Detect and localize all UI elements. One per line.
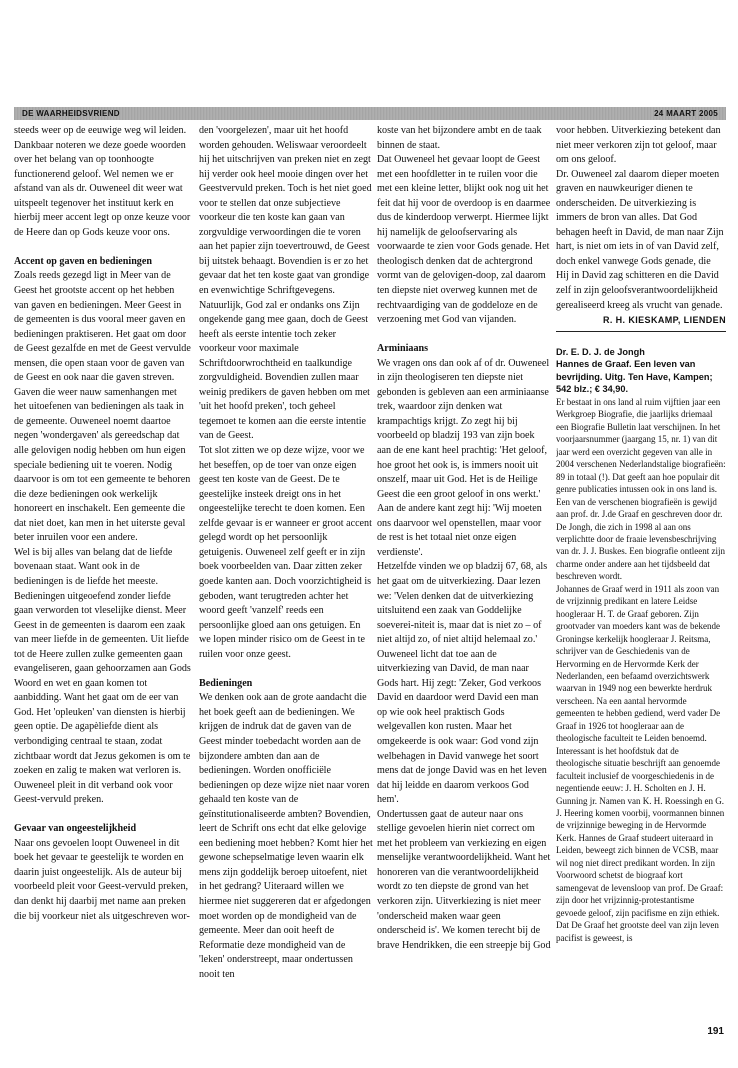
review-book-title: Dr. E. D. J. de Jongh Hannes de Graaf. Een leven van bevrijding. Uitg. Ten Have, Kampen; 542 blz.; € 34,90.: [556, 346, 713, 395]
page-number: 191: [707, 1026, 724, 1037]
section-heading: Gevaar van ongeestelijkheid: [14, 823, 137, 835]
paragraph: Dankbaar noteren we deze goede woorden over het belang van op toonhoogte functionerend geloof. Wel nemen we er afstand van als dr. Ouweneel dit weer wat uitspeelt tegenover het instituut kerk en hierbij meer accent legt op onze keuze voor de Heere dan op Gods keuze voor ons.: [14, 139, 191, 238]
section-heading: Bedieningen: [199, 677, 253, 689]
column-1: [14, 124, 191, 1042]
paragraph: Er bestaat in ons land al ruim vijftien jaar een Werkgroep Biografie, die jaarlijks driemaal een Biografie Bulletin laat verschijnen. In het voorjaarsnummer (jaargang 15, nr. 1) van dit jaar werd een overzicht gegeven van alle in 2004 verschenen Nederlandstalige biografieën: 89 in totaal (!). Dat geeft aan hoe populair dit genre publicaties intussen ook in ons land is. Een van de verschenen biografieën is gewijd aan prof. dr. J.de Graaf en geschreven door dr. De Jongh, die zich in 1998 al aan ons verplichtte door de fraaie levensbeschrijving van dr. J. J. Buskes. Een biografie ontleent zijn charme onder andere aan het tijdsbeeld dat beschreven wordt.: [556, 397, 726, 582]
book-review: [556, 346, 726, 944]
paragraph: Dr. Ouweneel zal daarom dieper moeten graven en nauwkeuriger dienen te onderscheiden. De uitverkiezing is immers de bron van alles. Dat God behagen heeft in David, de man naar Zijn hart, is niet om iets in of van David zelf, doch enkel vanwege Gods genade, die Hij in David zag schitteren en die David zelf in zijn geloofsverantwoordelijkheid gerealiseerd kreeg als vrucht van genade.: [556, 168, 724, 311]
paragraph: steeds weer op de eeuwige weg wil leiden.: [14, 125, 187, 136]
paragraph: voor hebben. Uitverkiezing betekent dan niet meer verkoren zijn tot geloof, maar om ons geloof.: [556, 125, 721, 166]
section-heading: Accent op gaven en bedieningen: [14, 255, 152, 267]
paragraph: We denken ook aan de grote aandacht die het boek geeft aan de bedieningen. We krijgen de indruk dat de gaven van de Geest minder toebedacht worden aan de bijzondere ambten dan aan de bedieningen. Worden onofficiële bedieningen op deze wijze niet naar voren gehaald ten koste van de geïnstitutionaliseerde ambten? Bovendien, leert de Schrift ons echt dat elke gelovige een bediening moet hebben? Komt hier het gewone schepselmatige leven waarin elk mens zijn goddelijk beroep uitoefent, niet in het gedrang? Uiteraard willen we hiermee niet suggereren dat er afgedongen moet worden op de mondigheid van de gemeente. Meer dan ooit heeft de Reformatie deze mondigheid van de 'leken' onderstreept, maar ondertussen nooit ten: [199, 692, 373, 980]
paragraph: den 'voorgelezen', maar uit het hoofd worden gehouden. Weliswaar veroordeelt hij het uitschrijven van preken niet en zegt hij verder ook heel mooie dingen over het Geestvervuld preken. Toch is het niet goed voor te stellen dat onze subjectieve voorkeur die ten koste kan gaan van zorgvuldige verwoordingen die te voren aan het papier zijn toevertrouwd, de Geest bij uitstek behaagt. Bovendien is er zo het gevaar dat het ten koste gaat van grondige en evenwichtige Schriftgevegens. Natuurlijk, God zal er ondanks ons Zijn ongekende gang mee gaan, doch de Geest heeft als eerste intentie toch zeker voorkeur voor maximale Schriftdoorwrochtheid en taalkundige zorgvuldigheid. Bovendien zullen maar weinig predikers de gaven hebben om met 'uit het hoofd preken', toch geheel tegemoet te komen aan die eerste intentie van de Geest.: [199, 125, 372, 442]
column-4: [556, 124, 726, 1042]
column-2: [199, 124, 373, 1042]
section-heading: Arminiaans: [377, 343, 429, 355]
column-3: [377, 124, 551, 1042]
running-header: [14, 107, 726, 120]
paragraph: Zoals reeds gezegd ligt in Meer van de Geest het grootste accent op het hebben van gaven en bedieningen. Meer Geest in de gemeenten is dus vooral meer gaven en bedieningen praktiseren. Het gaat om door de Geest gezalfde en met de Geest vervulde mensen, die open staan voor de gaven van de Geest en ook naar die gaven streven. Gaven die weer nauw samenhangen met het uitoefenen van bedieningen als taak in de gemeente. Ouweneel noemt daartoe negen 'wondergaven' als gereedschap dat alle gelovigen nodig hebben om hun eigen speciale bediening uit te voeren. Nodig daarvoor is om tot een gemeente te behoren die deze bedieningen ook werkelijk honoreert en inschakelt. Een gemeente die dat niet doet, kan men in het uiterste geval beter inruilen voor een andere.: [14, 270, 191, 544]
issue-date: 24 MAART 2005: [654, 109, 718, 118]
article-author: R. H. KIESKAMP, LIENDEN: [556, 313, 726, 332]
paragraph: Tot slot zitten we op deze wijze, voor we het beseffen, op de toer van onze eigen geest ten koste van de Geest. De te geestelijke insteek dreigt ons in het ongeestelijke terecht te doen komen. Een zelfde gevaar is er wanneer er groot accent gelegd wordt op het persoonlijk getuigenis. Ouweneel zelf geeft er in zijn boek voorbeelden van. Daar zitten zeker goede kanten aan. Doch voorzichtigheid is geboden, want terugtreden achter het woord geeft 'vanzelf' reeds een persoonlijke gloed aan ons getuigen. En we lopen minder risico om de Geest in te ruilen voor onze geest.: [199, 445, 372, 660]
magazine-title: DE WAARHEIDSVRIEND: [22, 109, 120, 118]
paragraph: Johannes de Graaf werd in 1911 als zoon van de vrijzinnig predikant en latere Leidse hoogleraar H. T. de Graaf geboren. Zijn grootvader van moeders kant was de bekende Groningse kerkelijk hoogleraar J. Reitsma, schrijver van de Geschiedenis van de Hervorming en de Hervormde Kerk der Nederlanden, een befaamd overzichtswerk waarvan in 1949 nog een bewerkte herdruk verscheen. Na een aantal hervormde gemeenten te hebben gediend, werd vader De Graaf in 1926 tot hoogleraar aan de theologische faculteit te Leiden benoemd. Interessant is het hoofdstuk dat de theologische situatie beschrijft aan genoemde faculteit inclusief de voorgeschiedenis in de negentiende eeuw: J. H. Scholten en J. H. Gunning jr. Namen van K. H. Roessingh en G. J. Heering komen voorbij, voormannen binnen de vrijzinnige beweging in de Hervormde Kerk. Hannes de Graaf studeert uiteraard in Leiden, beweegt zich binnen de VCSB, maar wil nog niet direct predikant worden. In zijn Voorwoord schetst de biograaf kort samengevat de levensloop van prof. De Graaf: zijn door het vrijzinnig-protestantisme gevoede geloof, zijn pacifisme en zijn ethiek. Dat De Graaf het grootste deel van zijn leven pacifist is geweest, is: [556, 583, 725, 943]
paragraph: Ondertussen gaat de auteur naar ons stellige gevoelen hierin niet correct om met het probleem van verkiezing en eigen menselijke verantwoordelijkheid. Want het honoreren van die verantwoordelijkheid wordt zo ten diepste de grond van het verkoren zijn. Uitverkiezing is niet meer 'onderscheid maken waar geen onderscheid is'. We komen terecht bij de brave Hendrikken, die een streepje bij God: [377, 808, 551, 951]
paragraph: koste van het bijzondere ambt en de taak binnen de staat.: [377, 125, 542, 151]
paragraph: Hetzelfde vinden we op bladzij 67, 68, als het gaat om de uitverkiezing. Daar lezen we: 'Velen denken dat de uitverkiezing uitsluitend een zaak van Goddelijke soeverei-niteit is, maar dat is niet zo – of niet altijd zo, of niet altijd helemaal zo.' Ouweneel licht dat toe aan de uitverkiezing van David, de man naar Gods hart. Hij zegt: 'Zeker, God verkoos David en daardoor werd David een man op wie ook heel praktisch Gods welgevallen kon rusten. Maar het omgekeerde is ook waar: God vond zijn welbehagen in David vanwege het soort mens dat de jonge David was en het leven dat hij leidde en daarom verkoos God hem'.: [377, 561, 548, 806]
paragraph: Naar ons gevoelen loopt Ouweneel in dit boek het gevaar te geestelijk te worden en daarin juist ongeestelijk. Als de auteur bij voorbeeld pleit voor Geest-vervuld preken, dan denkt hij daarbij met name aan preken die bij voorkeur niet als uitgeschreven wor-: [14, 837, 190, 922]
paragraph: Dat Ouweneel het gevaar loopt de Geest met een hoofdletter in te ruilen voor die met een kleine letter, blijkt ook nog uit het feit dat hij voor de overdoop is en daarmee dus de kinderdoop verwerpt. Hiermee lijkt hij namelijk de geloofservaring als voorwaarde te zien voor Gods genade. Het theologisch denken dat de achtergrond vormt van de gelovigen-doop, zal daarom ten diepste niet overweg kunnen met de rechtvaardiging van de goddeloze en de verzoening met God van vijanden.: [377, 154, 551, 326]
paragraph: We vragen ons dan ook af of dr. Ouweneel in zijn theologiseren ten diepste niet gebonden is gebleven aan een arminiaanse trek, waardoor zijn denken wat krampachtigs krijgt. Zo zegt hij bij voorbeeld op bladzij 193 van zijn boek aan de ene kant heel prachtig: 'Het geloof, hoe groot het ook is, is immers nooit uit onszelf, maar uit God. Het is de Heilige Geest die een groot geloof in ons werkt.' Aan de andere kant zegt hij: 'Wij moeten ons daarvoor wel openstellen, maar voor de rest is het totaal niet onze eigen verdienste'.: [377, 357, 550, 558]
paragraph: Wel is bij alles van belang dat de liefde bovenaan staat. Want ook in de bedieningen is de liefde het meeste. Bedieningen uitgeoefend zonder liefde gaan verworden tot vleselijke dienst. Meer Geest in de gemeenten is daarom een zaak van meer liefde in de gemeenten. Uit liefde tot de Heere zullen zulke gemeenten gaan evangeliseren, gaan gehoorzamen aan Gods Woord en wet en gaan komen tot aanbidding. Want het gaat om de eer van God. Het 'opleuken' van diensten is hierbij geen optie. De agapèliefde dient als verbondiging centraal te staan, zodat zichtbaar wordt dat Jezus gekomen is om te zoeken en zalig te maken wat verloren is. Ouweneel pleit in dit verband ook voor Geest-vervuld preken.: [14, 546, 191, 806]
